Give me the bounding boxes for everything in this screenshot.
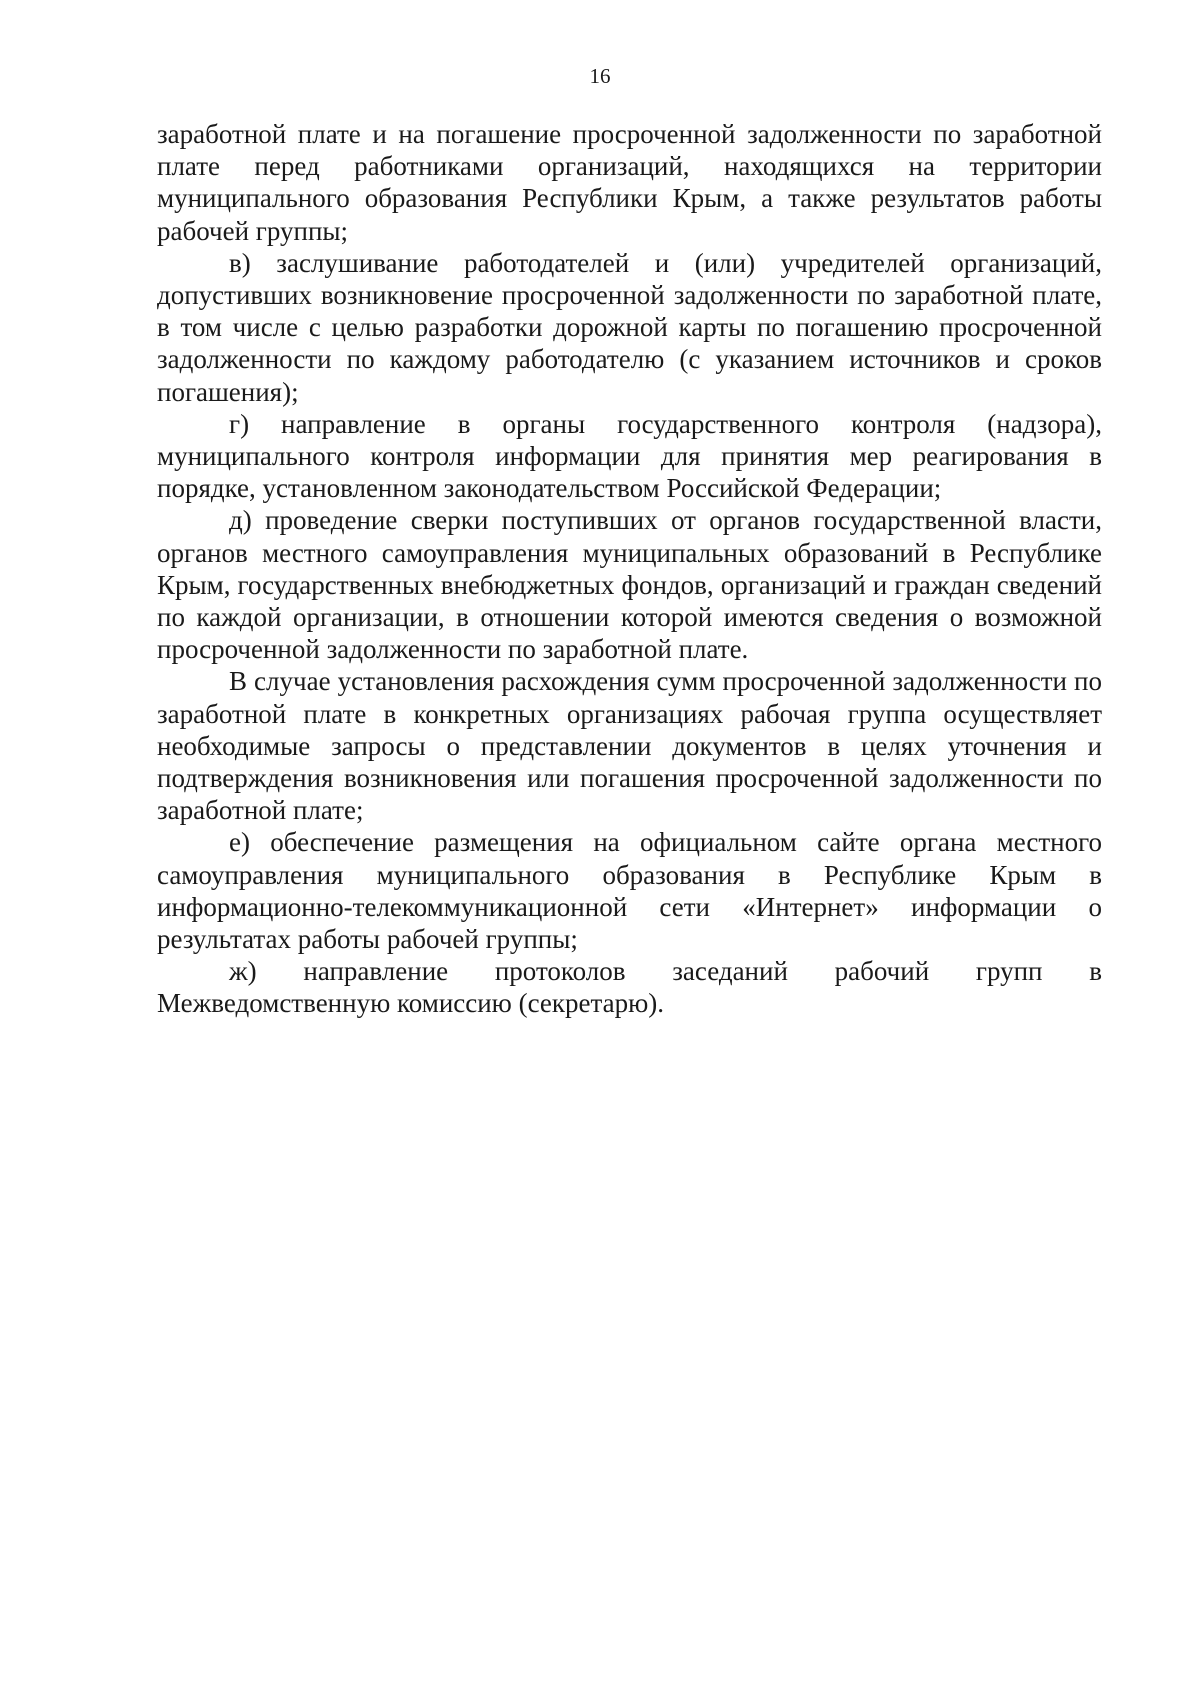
page-number: 16 (589, 64, 611, 88)
paragraph-item-d: д) проведение сверки поступивших от органов государственной власти, органов местного самоуправления муниципальных образований в Республике Крым, государственных внебюджетных фондов, организаций и граждан сведений по каждой организации, в отношении которой имеются сведения о возможной просроченной задолженности по заработной плате. (157, 505, 1102, 665)
paragraph-item-g: г) направление в органы государственного контроля (надзора), муниципального контроля информации для принятия мер реагирования в порядке, установленном законодательством Российской Федерации; (157, 408, 1102, 504)
paragraph-item-v: в) заслушивание работодателей и (или) учредителей организаций, допустивших возникновение просроченной задолженности по заработной плате, в том числе с целью разработки дорожной карты по погашению просроченной задолженности по каждому работодателю (с указанием источников и сроков погашения); (157, 247, 1102, 407)
paragraph-discrepancy: В случае установления расхождения сумм просроченной задолженности по заработной плате в конкретных организациях рабочая группа осуществляет необходимые запросы о представлении документов в целях уточнения и подтверждения возникновения или погашения просроченной задолженности по заработной плате; (157, 666, 1102, 826)
document-body (157, 118, 1102, 1020)
paragraph-continuation: заработной плате и на погашение просроченной задолженности по заработной плате перед работниками организаций, находящихся на территории муниципального образования Республики Крым, а также результатов работы рабочей группы; (157, 119, 1102, 246)
paragraph-item-e: е) обеспечение размещения на официальном сайте органа местного самоуправления муниципального образования в Республике Крым в информационно-телекоммуникационной сети «Интернет» информации о результатах работы рабочей группы; (157, 827, 1102, 955)
paragraph-item-zh: ж) направление протоколов заседаний рабочий групп в Межведомственную комиссию (секретарю). (157, 956, 1102, 1019)
